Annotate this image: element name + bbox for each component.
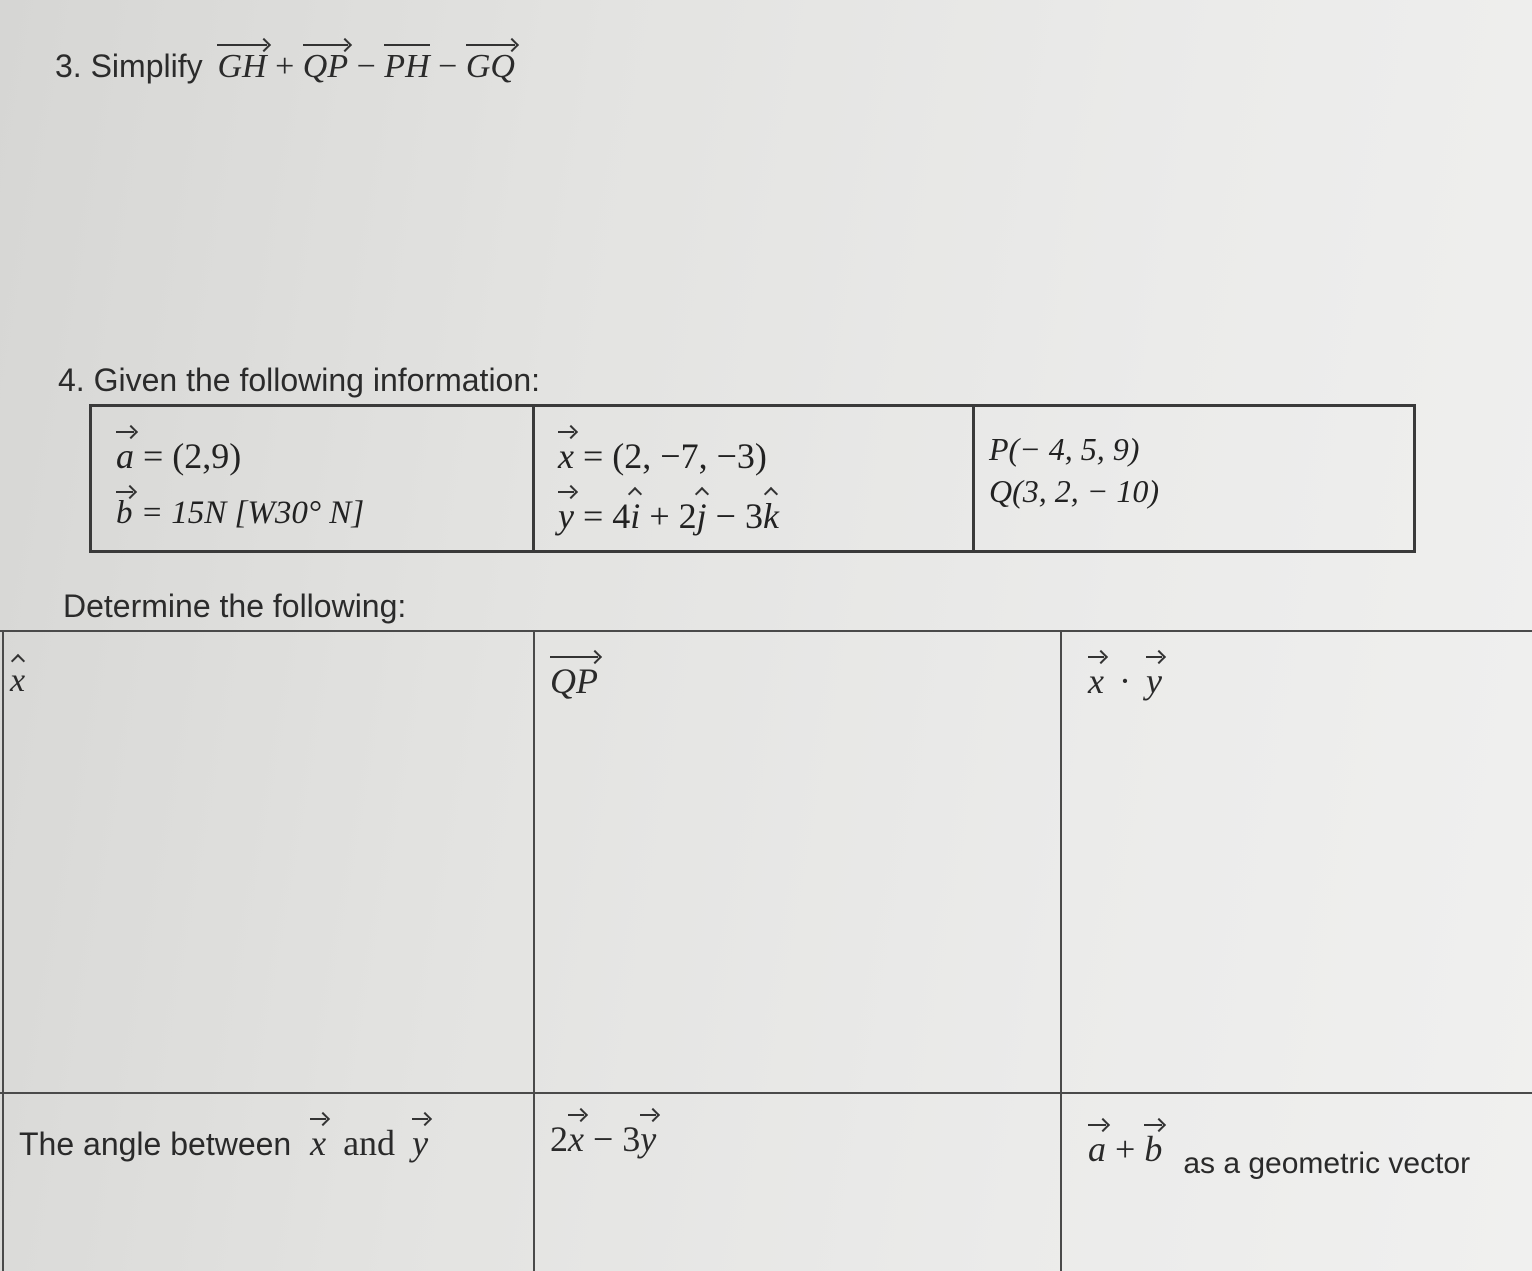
vector-a-definition: a = (2,9): [116, 436, 242, 476]
cell-linear-combination[interactable]: 2x − 3y: [550, 1119, 657, 1159]
angle-label: The angle between: [19, 1126, 292, 1162]
vector-b: b: [1144, 1129, 1163, 1169]
table-divider: [972, 407, 975, 550]
cell-vector-qp[interactable]: [550, 660, 598, 702]
dot-operator: ·: [1118, 661, 1131, 701]
grid-line: [533, 630, 535, 1271]
minus-sign: −: [438, 48, 458, 85]
vector-b-definition: b = 15N [W30° N]: [116, 495, 365, 531]
vector-x-definition: x = (2, −7, −3): [558, 436, 767, 476]
question-4-heading: 4. Given the following information:: [58, 362, 541, 398]
grid-line: [1060, 630, 1062, 1271]
grid-line: [0, 1092, 1532, 1094]
question-number: 3.: [55, 48, 82, 84]
vector-x: x: [1088, 661, 1104, 701]
cell-geometric-sum[interactable]: a + b as a geometric vector: [1088, 1129, 1471, 1180]
cell-unit-vector-x[interactable]: [10, 662, 25, 700]
vector-gq: GQ: [465, 48, 515, 85]
grid-line: [2, 630, 4, 1271]
grid-line: [0, 630, 1532, 632]
unit-i: i: [630, 496, 641, 536]
unit-k: k: [762, 496, 779, 536]
and-word: and: [343, 1123, 396, 1163]
cell-angle-between[interactable]: [19, 1122, 428, 1164]
vector-y: y: [558, 496, 574, 536]
unit-vector-x: x: [10, 662, 26, 699]
vector-x: x: [558, 436, 574, 476]
vector-gh: GH: [217, 48, 267, 85]
determine-heading: Determine the following:: [63, 588, 407, 624]
info-table: [89, 404, 1416, 553]
vector-b: b: [116, 495, 133, 531]
unit-j: j: [696, 496, 707, 536]
vector-x: x: [568, 1119, 584, 1159]
vector-y: y: [412, 1123, 429, 1163]
vector-a: a: [116, 436, 134, 476]
simplify-word: Simplify: [90, 48, 203, 84]
question-3: [55, 48, 515, 86]
point-q: Q(3, 2, − 10): [989, 473, 1160, 509]
vector-y: y: [640, 1119, 657, 1159]
vector-a: a: [1088, 1129, 1106, 1169]
vector-y: y: [1145, 661, 1162, 701]
geometric-vector-label: as a geometric vector: [1183, 1147, 1471, 1180]
vector-y-definition: y = 4i + 2j − 3k: [558, 496, 779, 536]
table-divider: [532, 407, 535, 550]
simplify-expression: [217, 48, 514, 85]
cell-dot-product[interactable]: [1088, 660, 1162, 702]
vector-x: x: [310, 1123, 327, 1163]
vector-qp: QP: [550, 661, 598, 701]
plus-sign: +: [275, 48, 295, 85]
vector-qp: QP: [302, 48, 349, 85]
point-p: P(− 4, 5, 9): [989, 431, 1140, 467]
vector-ph: PH: [384, 48, 430, 85]
minus-sign: −: [356, 48, 376, 85]
